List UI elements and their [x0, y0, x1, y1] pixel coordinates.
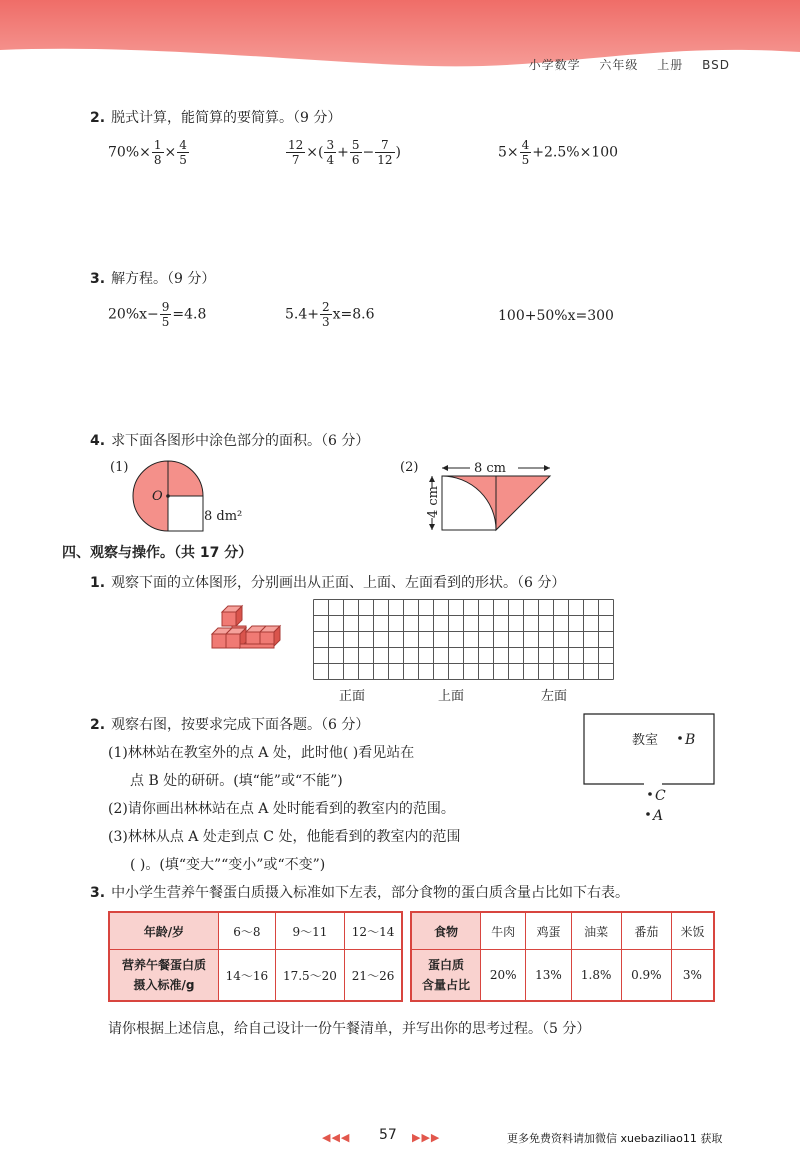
s4q2-title: [90, 714, 369, 734]
table-row: [109, 950, 402, 1002]
q2-e2-op: +: [337, 144, 349, 161]
s4q2-sub2: (2)请你画出林林站在点 A 处时能看到的教室内的范围。: [108, 801, 455, 817]
table-cell: 0.9%: [621, 950, 671, 1002]
fraction-den: 6: [351, 153, 360, 167]
q3-e2-a: 5.4+: [285, 306, 319, 323]
fraction-den: 5: [161, 315, 170, 329]
table-row: [109, 912, 402, 950]
fraction-num: 7: [375, 138, 394, 153]
fraction: [177, 138, 189, 167]
fraction-num: 12: [288, 138, 304, 152]
table-cell: 20%: [481, 950, 526, 1002]
point-a-label: A: [653, 808, 664, 824]
table-cell: 1.8%: [571, 950, 621, 1002]
fraction-den: 5: [521, 153, 530, 167]
s4q2-number: 2.: [90, 717, 106, 733]
classroom-label: 教室: [632, 733, 659, 748]
table-cell: 14～16: [219, 950, 276, 1002]
fraction: [152, 138, 164, 167]
fraction-num: 3: [326, 138, 335, 152]
q4-fig1-label: (1): [110, 460, 129, 475]
table-cell: 9～11: [275, 912, 344, 950]
s4q2-text: 观察右图，按要求完成下面各题。（6 分）: [111, 717, 370, 733]
table-header: [109, 950, 219, 1002]
drawing-grid[interactable]: [313, 599, 614, 680]
table-cell: 番茄: [621, 912, 671, 950]
prev-arrows-icon: ◀◀◀: [322, 1131, 351, 1144]
header-edition: BSD: [702, 58, 730, 72]
fraction: [324, 138, 336, 167]
table-cell: 米饭: [671, 912, 714, 950]
q3-expr-1: [108, 300, 206, 329]
q4-title: [90, 430, 369, 450]
point-b-dot: [678, 736, 682, 740]
table-row: [411, 912, 714, 950]
q4-fig2-label: (2): [400, 460, 419, 475]
header-subject: 小学数学: [528, 58, 581, 72]
q4-number: 4.: [90, 433, 106, 449]
width-label: 8 cm: [474, 461, 507, 476]
fraction: [286, 138, 305, 167]
s4q3-title: [90, 882, 629, 902]
s4q3-text: 中小学生营养午餐蛋白质摄入标准如下左表，部分食物的蛋白质含量占比如下右表。: [111, 885, 630, 901]
q2-expr-3: [498, 138, 618, 167]
q2-e1-op: ×: [164, 144, 177, 161]
table-header: 食物: [411, 912, 481, 950]
next-arrows-icon: ▶▶▶: [412, 1131, 441, 1144]
table-cell: 21～26: [345, 950, 402, 1002]
table-header: 年龄/岁: [109, 912, 219, 950]
s4q1-text: 观察下面的立体图形，分别画出从正面、上面、左面看到的形状。（6 分）: [111, 575, 566, 591]
area-label: 8 dm²: [204, 509, 243, 524]
table-cell: 牛肉: [481, 912, 526, 950]
fraction-num: 2: [322, 300, 330, 314]
table-header-line: 蛋白质: [427, 958, 464, 972]
q3-expr-3: 100+50%x=300: [498, 308, 614, 324]
view-label-left: 左面: [541, 689, 568, 704]
point-c-dot: [648, 792, 652, 796]
header-info: [515, 56, 730, 73]
point-a-dot: [646, 812, 650, 816]
square: [168, 496, 203, 531]
q4-text: 求下面各图形中涂色部分的面积。（6 分）: [111, 433, 370, 449]
fraction-den: 3: [322, 315, 330, 329]
s4q2-sub1a: (1)林林站在教室外的点 A 处，此时他( )看见站在: [108, 745, 415, 761]
fraction-den: 8: [153, 153, 162, 167]
table-header: [411, 950, 481, 1002]
center-label: O: [152, 489, 163, 504]
fraction-num: 5: [351, 138, 360, 152]
table-cell: 油菜: [571, 912, 621, 950]
q2-text: 脱式计算，能简算的要简算。（9 分）: [111, 110, 342, 126]
q2-e1-a: 70%×: [108, 144, 151, 161]
shaded-arc-region: [442, 476, 496, 530]
header-grade: 六年级: [599, 58, 639, 72]
table-cell: 3%: [671, 950, 714, 1002]
fraction-num: 4: [521, 138, 530, 152]
s4q3-number: 3.: [90, 885, 106, 901]
table-cell: 12～14: [345, 912, 402, 950]
q3-e2-b: x=8.6: [332, 306, 375, 323]
point-b-label: B: [685, 732, 696, 748]
classroom-diagram: [582, 712, 722, 830]
view-label-top: 上面: [438, 689, 465, 704]
fraction: [520, 138, 532, 167]
view-label-front: 正面: [339, 689, 366, 704]
s4q1-number: 1.: [90, 575, 106, 591]
fraction: [160, 300, 172, 329]
table-cell: 鸡蛋: [526, 912, 571, 950]
table-cell: 6～8: [219, 912, 276, 950]
s4q2-sub3b: ( )。(填“变大”“变小”或“不变”): [130, 857, 326, 873]
shaded-triangle: [496, 476, 550, 530]
point-c-label: C: [655, 788, 666, 804]
center-point: [166, 494, 170, 498]
q3-e1-a: 20%x−: [108, 306, 159, 323]
header-volume: 上册: [657, 58, 684, 72]
q3-e1-b: =4.8: [172, 306, 207, 323]
table-header-line: 摄入标准/g: [133, 978, 195, 992]
table-cell: 17.5～20: [275, 950, 344, 1002]
table-row: [411, 950, 714, 1002]
cube-figure: [208, 604, 298, 664]
fraction-num: 4: [179, 138, 187, 152]
fraction-num: 9: [161, 300, 170, 314]
shaded-sector-top: [168, 461, 203, 496]
s4q3-task: 请你根据上述信息，给自己设计一份午餐清单，并写出你的思考过程。（5 分）: [108, 1021, 591, 1037]
q2-e2-op: ×(: [306, 144, 324, 161]
table-header-line: 含量占比: [421, 978, 470, 992]
q2-e2-op: −: [362, 144, 375, 161]
q2-title: [90, 107, 341, 127]
protein-standard-table: [108, 911, 403, 1002]
section4-title: 四、观察与操作。（共 17 分）: [62, 545, 253, 561]
food-protein-table: [410, 911, 715, 1002]
q2-e2-op: ): [395, 144, 401, 161]
q2-e3-b: +2.5%×100: [532, 144, 619, 161]
footer-note: 更多免费资料请加微信 xuebaziliao11 获取: [507, 1132, 723, 1145]
q3-title: [90, 268, 215, 288]
height-label: 4 cm: [426, 485, 441, 518]
fraction: [350, 138, 362, 167]
q3-text: 解方程。（9 分）: [111, 271, 216, 287]
q4-figure-2: [422, 458, 562, 538]
s4q2-sub3a: (3)林林从点 A 处走到点 C 处，他能看到的教室内的范围: [108, 829, 461, 845]
classroom-wall: [584, 714, 714, 784]
page-number: 57: [379, 1127, 397, 1143]
q4-figure-1: [130, 458, 260, 538]
fraction-num: 1: [153, 138, 162, 152]
s4q2-sub1b: 点 B 处的研研。(填“能”或“不能”): [130, 773, 343, 789]
fraction: [375, 138, 394, 167]
fraction-den: 7: [291, 153, 300, 167]
q3-number: 3.: [90, 271, 106, 287]
q3-expr-2: [285, 300, 375, 329]
table-header-line: 营养午餐蛋白质: [121, 958, 206, 972]
q2-expr-1: [108, 138, 190, 167]
fraction: [320, 300, 332, 329]
s4q1-title: [90, 572, 565, 592]
fraction-den: 4: [326, 153, 335, 167]
fraction-den: 5: [179, 153, 187, 167]
q2-e3-a: 5×: [498, 144, 519, 161]
q2-number: 2.: [90, 110, 106, 126]
q2-expr-2: [285, 138, 401, 167]
fraction-den: 12: [377, 153, 393, 167]
table-cell: 13%: [526, 950, 571, 1002]
